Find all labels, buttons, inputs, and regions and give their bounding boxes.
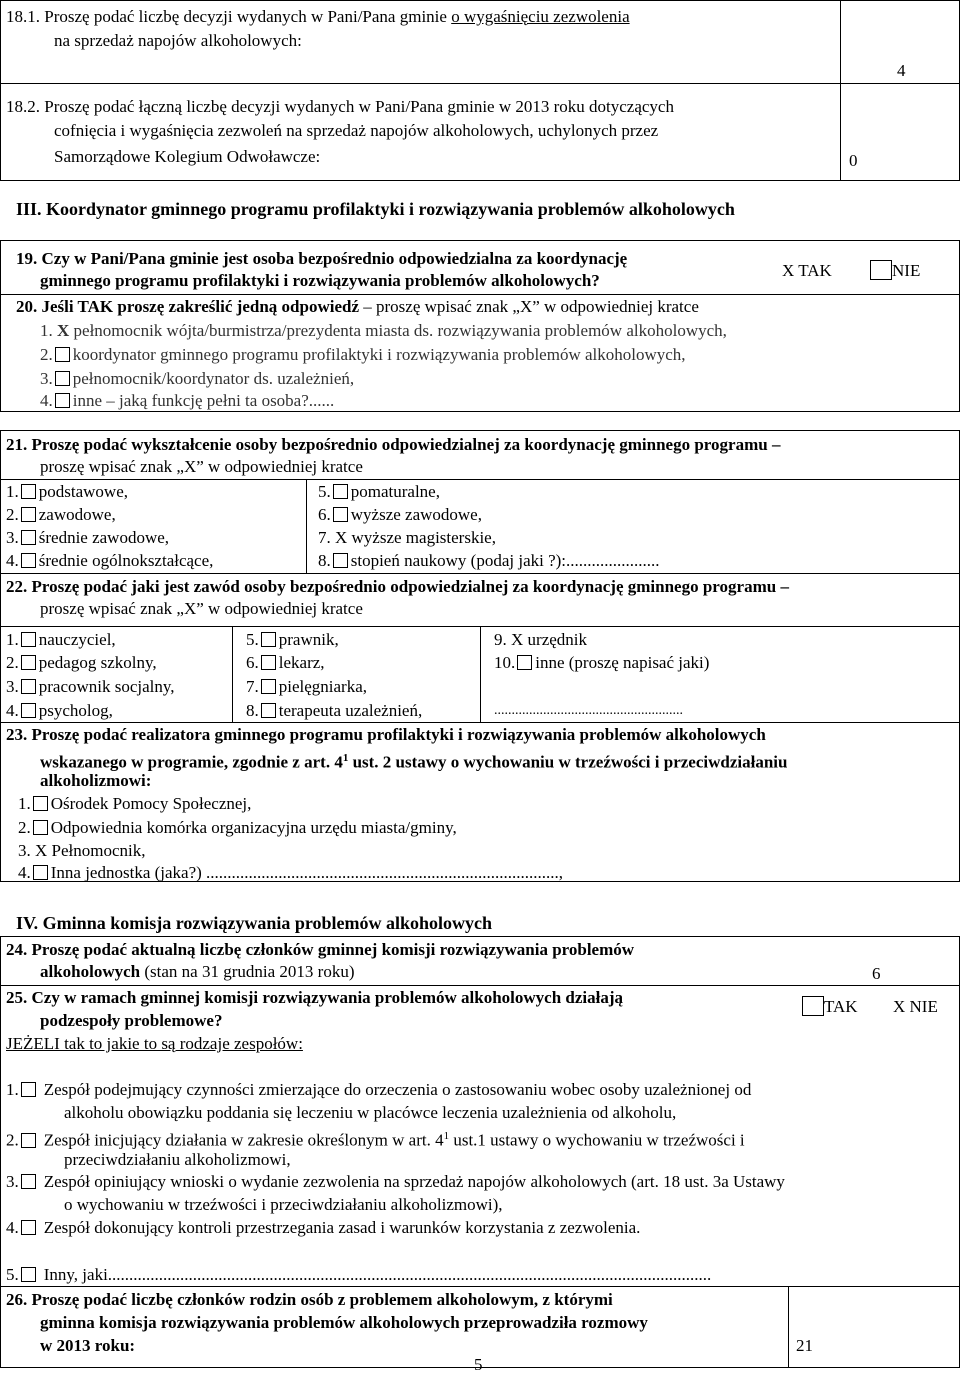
q23-option-3[interactable]: 3. X Pełnomocnik, xyxy=(18,841,146,860)
q25-team-1-label: Zespół podejmujący czynności zmierzające do orzeczenia o zastosowaniu wobec osoby uzależnionej od xyxy=(43,1080,752,1099)
q22-question-line2: proszę wpisać znak „X” w odpowiedniej kratce xyxy=(40,599,363,618)
q20-option-3[interactable]: 3. pełnomocnik/koordynator ds. uzależnień, xyxy=(40,369,355,388)
q25-team-1-checkbox[interactable] xyxy=(21,1082,36,1097)
q25-question-line1: 25. Czy w ramach gminnej komisji rozwiązywania problemów alkoholowych działają xyxy=(6,988,624,1007)
q25-yes-label: TAK xyxy=(824,997,858,1016)
page-number: 5 xyxy=(474,1355,483,1374)
q26-question-line1: 26. Proszę podać liczbę członków rodzin osób z problemem alkoholowym, z którymi xyxy=(6,1290,613,1309)
q21-edu-2-checkbox[interactable] xyxy=(21,507,36,522)
q22-col-divider-2 xyxy=(480,626,481,722)
q23-option-4[interactable]: 4. Inna jednostka (jaka?) ..................................................................................., xyxy=(18,863,564,882)
q23-line2-sup: 1 xyxy=(342,752,349,764)
q21-edu-8-checkbox[interactable] xyxy=(333,553,348,568)
q24-question-line1: 24. Proszę podać aktualną liczbę członków gminnej komisji rozwiązywania problemów xyxy=(6,940,635,959)
q20-option-1-num: 1. xyxy=(40,321,53,340)
q24-line2a: alkoholowych xyxy=(40,962,141,981)
q25-question-line2: podzespoły problemowe? xyxy=(40,1011,223,1030)
q20-lead xyxy=(16,296,699,318)
section-3-title: III. Koordynator gminnego programu profilaktyki i rozwiązywania problemów alkoholowych xyxy=(16,199,735,219)
q20-option-2-label: koordynator gminnego programu profilaktyki i rozwiązywania problemów alkoholowych, xyxy=(72,345,686,364)
q22-job-6-checkbox[interactable] xyxy=(261,655,276,670)
q21-edu-1[interactable]: 1. podstawowe, xyxy=(6,482,128,501)
q21-question-line2: proszę wpisać znak „X” w odpowiedniej kratce xyxy=(40,457,363,476)
q24-question-line2 xyxy=(40,961,354,983)
q22-job-4-label: psycholog, xyxy=(38,701,113,720)
q22-job-7-checkbox[interactable] xyxy=(261,679,276,694)
q20-option-1-label: pełnomocnik wójta/burmistrza/prezydenta miasta ds. rozwiązywania problemów alkoholowych, xyxy=(73,321,727,340)
q19-divider xyxy=(0,294,960,295)
q22-col-divider-1 xyxy=(232,626,233,722)
q22-job-5-checkbox[interactable] xyxy=(261,632,276,647)
q25-team-5-checkbox[interactable] xyxy=(21,1267,36,1282)
q22-job-1-checkbox[interactable] xyxy=(21,632,36,647)
q23-line2a: wskazanego w programie, zgodnie z art. 4 xyxy=(40,752,343,772)
q23-option-1-checkbox[interactable] xyxy=(33,796,48,811)
q21-edu-4[interactable]: 4. średnie ogólnokształcące, xyxy=(6,551,214,570)
q23-option-1-label: Ośrodek Pomocy Społecznej, xyxy=(50,794,252,813)
q20-option-3-checkbox[interactable] xyxy=(55,371,70,386)
q25-team-3-cont: o wychowaniu w trzeźwości i przeciwdziałaniu alkoholizmowi), xyxy=(64,1195,503,1214)
q22-job-6[interactable]: 6. lekarz, xyxy=(246,653,325,672)
q23-line2b: ust. 2 ustawy o wychowaniu w trzeźwości i przeciwdziałaniu xyxy=(348,752,788,772)
q25-team-1-cont: alkoholu obowiązku poddania się leczeniu w placówce leczenia uzależnienia od alkoholu, xyxy=(64,1103,677,1122)
section-4-title: IV. Gminna komisja rozwiązywania problemów alkoholowych xyxy=(16,913,493,933)
q23-option-2-label: Odpowiednia komórka organizacyjna urzędu miasta/gminy, xyxy=(50,818,457,837)
q22-job-1-label: nauczyciel, xyxy=(38,630,116,649)
q20-option-3-label: pełnomocnik/koordynator ds. uzależnień, xyxy=(72,369,355,388)
q22-job-1[interactable]: 1. nauczyciel, xyxy=(6,630,116,649)
q22-job-10-checkbox[interactable] xyxy=(517,655,532,670)
q18-1-question xyxy=(6,6,630,28)
q20-option-4-label: inne – jaką funkcję pełni ta osoba?...... xyxy=(72,391,335,410)
q22-job-9[interactable]: 9. X urzędnik xyxy=(494,630,588,649)
q22-job-4-checkbox[interactable] xyxy=(21,703,36,718)
q21-edu-2[interactable]: 2. zawodowe, xyxy=(6,505,116,524)
q25-team-2-label-rest: ust.1 ustawy o wychowaniu w trzeźwości i xyxy=(449,1130,745,1150)
q21-edu-4-checkbox[interactable] xyxy=(21,553,36,568)
q25-team-1[interactable]: 1. Zespół podejmujący czynności zmierzające do orzeczenia o zastosowaniu wobec osoby uzależnionej od xyxy=(6,1080,752,1099)
q18-1-question-line2: na sprzedaż napojów alkoholowych: xyxy=(54,31,302,50)
q18-2-divider xyxy=(840,84,841,181)
q19-yes-option[interactable]: X TAK xyxy=(782,261,832,280)
q20-option-1-mark: X xyxy=(57,321,70,340)
q18-1-underlined: o wygaśnięciu zezwolenia xyxy=(451,7,630,26)
q26-value[interactable]: 21 xyxy=(796,1336,813,1355)
q26-value-divider xyxy=(788,1286,789,1368)
q21-edu-7[interactable]: 7. X wyższe magisterskie, xyxy=(318,528,496,547)
q25-team-2[interactable]: 2. Zespół inicjujący działania w zakresie określonym w art. $4^1$ ust.1 ustawy o wychowaniu w trzeźwości i xyxy=(6,1130,745,1150)
q22-job-10-label: inne (proszę napisać jaki) xyxy=(535,653,710,672)
q21-question-line1: 21. Proszę podać wykształcenie osoby bezpośrednio odpowiedzialnej za koordynację gminnego programu – xyxy=(6,435,781,454)
q23-question-line2 xyxy=(40,747,787,774)
q21-edu-5-label: pomaturalne, xyxy=(350,482,440,501)
q21-edu-1-label: podstawowe, xyxy=(38,482,128,501)
q20-option-4-checkbox[interactable] xyxy=(55,393,70,408)
q25-yes-checkbox[interactable] xyxy=(802,996,824,1016)
q19-no-label: NIE xyxy=(892,261,921,280)
q23-option-1[interactable]: 1. Ośrodek Pomocy Społecznej, xyxy=(18,794,252,813)
q20-option-1[interactable] xyxy=(40,320,727,342)
q21-edu-1-checkbox[interactable] xyxy=(21,484,36,499)
q25-divider xyxy=(0,1286,960,1287)
q18-2-value[interactable]: 0 xyxy=(849,151,858,170)
q22-job-5[interactable]: 5. prawnik, xyxy=(246,630,339,649)
q22-job-3-label: pracownik socjalny, xyxy=(38,677,175,696)
q22-job-4[interactable]: 4. psycholog, xyxy=(6,701,113,720)
q21-edu-8-label: stopień naukowy (podaj jaki ?):...................... xyxy=(350,551,660,570)
q18-2-question-line1: 18.2. Proszę podać łączną liczbę decyzji wydanych w Pani/Pana gminie w 2013 roku dotyczących xyxy=(6,97,674,116)
q25-yes-option[interactable] xyxy=(802,996,858,1018)
q22-job-2-checkbox[interactable] xyxy=(21,655,36,670)
q25-team-2-label: Zespół inicjujący działania w zakresie określonym w art. 4 xyxy=(43,1130,444,1150)
q21-edu-8[interactable]: 8. stopień naukowy (podaj jaki ?):...................... xyxy=(318,551,660,570)
q24-value[interactable]: 6 xyxy=(872,964,881,983)
q24-line2b: (stan na 31 grudnia 2013 roku) xyxy=(140,962,355,981)
q20-lead-rest: – proszę wpisać znak „X” w odpowiedniej kratce xyxy=(359,297,699,316)
q22-job-7[interactable]: 7. pielęgniarka, xyxy=(246,677,368,696)
q18-2-question-line2: cofnięcia i wygaśnięcia zezwoleń na sprzedaż napojów alkoholowych, uchylonych przez xyxy=(54,121,659,140)
q20-option-2[interactable]: 2. koordynator gminnego programu profilaktyki i rozwiązywania problemów alkoholowych, xyxy=(40,345,686,364)
q21-edu-2-label: zawodowe, xyxy=(38,505,116,524)
q21-edu-3[interactable]: 3. średnie zawodowe, xyxy=(6,528,170,547)
q21-edu-6-checkbox[interactable] xyxy=(333,507,348,522)
q25-team-3-label: Zespół opiniujący wnioski o wydanie zezwolenia na sprzedaż napojów alkoholowych (art. 18 ust. 3a Ustawy xyxy=(43,1172,785,1191)
q22-job-8-checkbox[interactable] xyxy=(261,703,276,718)
q18-1-value[interactable]: 4 xyxy=(897,61,906,80)
q25-subheading: JEŻELI tak to jakie to są rodzaje zespołów: xyxy=(6,1034,303,1053)
q25-team-4[interactable]: 4. Zespół dokonujący kontroli przestrzegania zasad i warunków korzystania z zezwolenia. xyxy=(6,1218,641,1237)
q26-question-line3: w 2013 roku: xyxy=(40,1336,136,1355)
q25-team-3[interactable]: 3. Zespół opiniujący wnioski o wydanie zezwolenia na sprzedaż napojów alkoholowych (art. 18 ust. 3a Ustawy xyxy=(6,1172,785,1191)
q20-option-4[interactable]: 4. inne – jaką funkcję pełni ta osoba?...... xyxy=(40,391,335,410)
q22-job-3[interactable]: 3. pracownik socjalny, xyxy=(6,677,175,696)
q23-option-2[interactable]: 2. Odpowiednia komórka organizacyjna urzędu miasta/gminy, xyxy=(18,818,457,837)
q21-edu-3-label: średnie zawodowe, xyxy=(38,528,170,547)
q19-no-option[interactable] xyxy=(870,260,920,282)
q21-edu-7-label: X wyższe magisterskie, xyxy=(335,528,496,547)
q25-team-4-checkbox[interactable] xyxy=(21,1220,36,1235)
q19-question-line1: 19. Czy w Pani/Pana gminie jest osoba bezpośrednio odpowiedzialna za koordynację xyxy=(16,249,628,268)
q23-question-line1: 23. Proszę podać realizatora gminnego programu profilaktyki i rozwiązywania problemów alkoholowych xyxy=(6,725,766,744)
q22-job-2[interactable]: 2. pedagog szkolny, xyxy=(6,653,157,672)
q23-option-4-checkbox[interactable] xyxy=(33,865,48,880)
q25-team-2-checkbox[interactable] xyxy=(21,1133,36,1148)
q23-top-line xyxy=(0,722,960,723)
q18-2-question-line3: Samorządowe Kolegium Odwoławcze: xyxy=(54,147,321,166)
q22-job-8[interactable]: 8. terapeuta uzależnień, xyxy=(246,701,423,720)
q21-edu-3-checkbox[interactable] xyxy=(21,530,36,545)
q22-job-10[interactable]: 10. inne (proszę napisać jaki) xyxy=(494,653,710,672)
q22-question-line1: 22. Proszę podać jaki jest zawód osoby bezpośrednio odpowiedzialnej za koordynację gminnego programu – xyxy=(6,577,789,596)
q23-question-line3: alkoholizmowi: xyxy=(40,771,152,790)
q25-no-option[interactable]: X NIE xyxy=(893,997,938,1016)
q21-col-divider xyxy=(306,479,307,573)
q19-question-line2: gminnego programu profilaktyki i rozwiązywania problemów alkoholowych? xyxy=(40,271,600,290)
q21-edu-5-checkbox[interactable] xyxy=(333,484,348,499)
q22-job-3-checkbox[interactable] xyxy=(21,679,36,694)
q22-job-8-label: terapeuta uzależnień, xyxy=(278,701,423,720)
q21-row-line-1 xyxy=(0,479,960,480)
q22-job-6-label: lekarz, xyxy=(278,653,325,672)
q21-edu-4-label: średnie ogólnokształcące, xyxy=(38,551,214,570)
q25-team-2-cont: przeciwdziałaniu alkoholizmowi, xyxy=(64,1150,291,1169)
q18-1-divider xyxy=(840,0,841,84)
q26-question-line2: gminna komisja rozwiązywania problemów alkoholowych przeprowadziła rozmowy xyxy=(40,1313,648,1332)
q22-top-line xyxy=(0,573,960,574)
q25-team-2-sup: 1 xyxy=(443,1130,450,1142)
q21-edu-6[interactable]: 6. wyższe zawodowe, xyxy=(318,505,482,524)
q21-edu-5[interactable]: 5. pomaturalne, xyxy=(318,482,440,501)
q22-job-5-label: prawnik, xyxy=(278,630,339,649)
q19-no-checkbox[interactable] xyxy=(870,260,892,280)
q23-option-4-label: Inna jednostka (jaka?) ..................................................................................., xyxy=(50,863,564,882)
q25-team-5[interactable]: 5. Inny, jaki.............................................................................................................................................. xyxy=(6,1265,712,1284)
q20-lead-bold: 20. Jeśli TAK proszę zakreślić jedną odpowiedź xyxy=(16,297,359,316)
q23-option-2-checkbox[interactable] xyxy=(33,820,48,835)
q25-team-3-checkbox[interactable] xyxy=(21,1174,36,1189)
q22-job-2-label: pedagog szkolny, xyxy=(38,653,157,672)
q18-1-text: 18.1. Proszę podać liczbę decyzji wydanych w Pani/Pana gminie xyxy=(6,7,452,26)
q21-edu-6-label: wyższe zawodowe, xyxy=(350,505,482,524)
q22-job-10-fill[interactable]: ...................................................... xyxy=(494,703,683,718)
q22-job-7-label: pielęgniarka, xyxy=(278,677,368,696)
q24-divider xyxy=(0,985,960,986)
q25-team-4-label: Zespół dokonujący kontroli przestrzegania zasad i warunków korzystania z zezwolenia. xyxy=(43,1218,641,1237)
q25-team-5-label: Inny, jaki.............................................................................................................................................. xyxy=(43,1265,712,1284)
q20-option-2-checkbox[interactable] xyxy=(55,347,70,362)
